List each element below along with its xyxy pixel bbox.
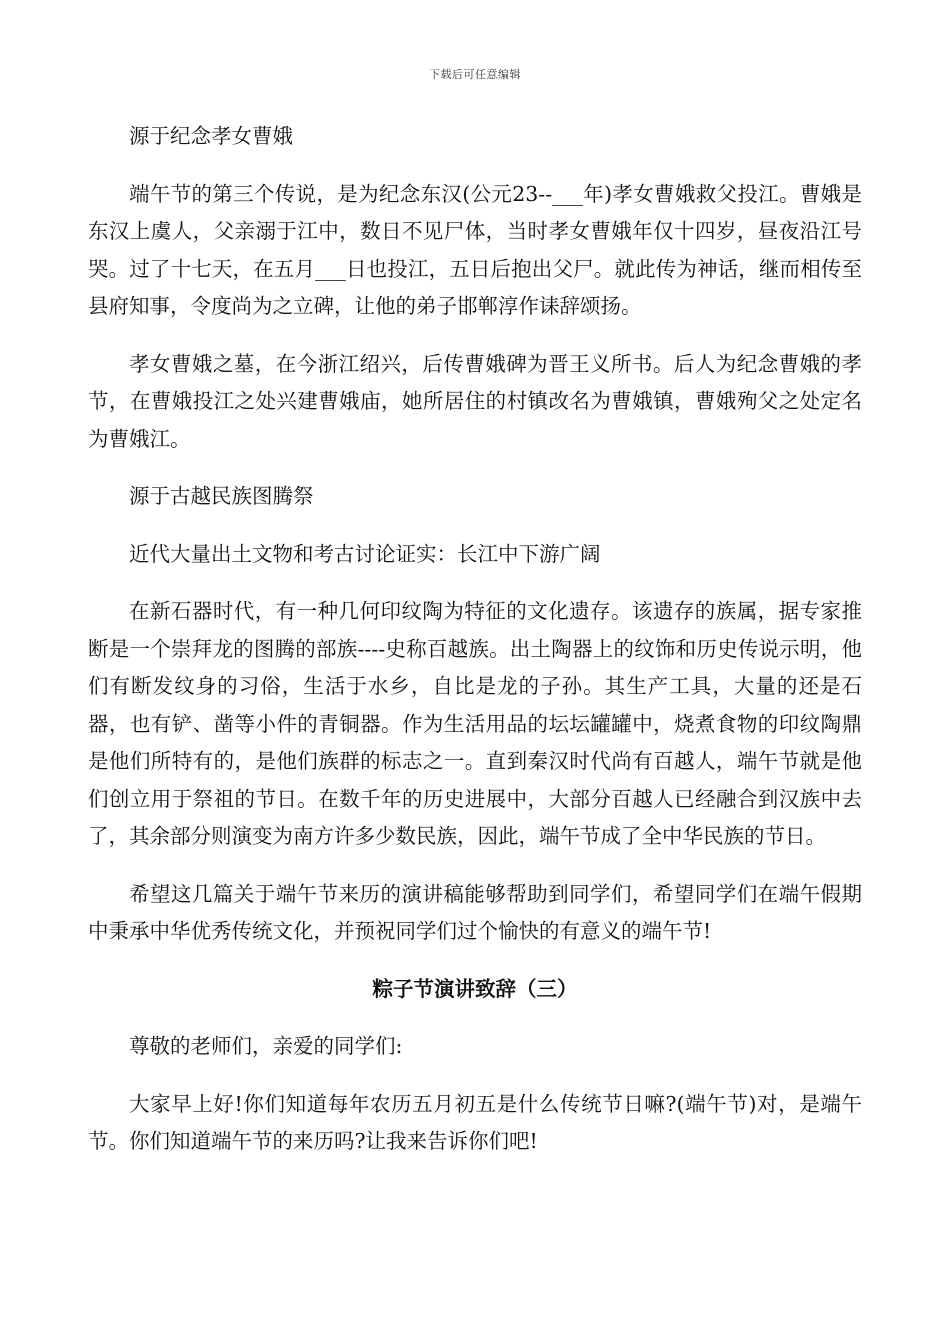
paragraph-opening: 大家早上好!你们知道每年农历五月初五是什么传统节日嘛?(端午节)对，是端午节。你们知道端午节的来历吗?让我来告诉你们吧! (88, 1091, 862, 1153)
document-body (88, 118, 862, 1181)
paragraph-cao-e-legend: 端午节的第三个传说，是为纪念东汉(公元23--___年)孝女曹娥救父投江。曹娥是东汉上虞人，父亲溺于江中，数日不见尸体，当时孝女曹娥年仅十四岁，昼夜沿江号哭。过了十七天，在五月___日也投江，五日后抱出父尸。就此传为神话，继而相传至县府知事，令度尚为之立碑，让他的弟子邯郸淳作诔辞颂扬。 (88, 181, 862, 318)
page-header-note: 下载后可任意编辑 (429, 68, 521, 81)
paragraph-cao-e-tomb: 孝女曹娥之墓，在今浙江绍兴，后传曹娥碑为晋王义所书。后人为纪念曹娥的孝节，在曹娥投江之处兴建曹娥庙，她所居住的村镇改名为曹娥镇，曹娥殉父之处定名为曹娥江。 (88, 351, 862, 451)
paragraph-greeting: 尊敬的老师们，亲爱的同学们: (129, 1034, 403, 1058)
paragraph-baiyue: 在新石器时代，有一种几何印纹陶为特征的文化遗存。该遗存的族属，据专家推断是一个崇拜龙的图腾的部族----史称百越族。出土陶器上的纹饰和历史传说示明，他们有断发纹身的习俗，生活于水乡，自比是龙的子孙。其生产工具，大量的还是石器，也有铲、凿等小件的青铜器。作为生活用品的坛坛罐罐中，烧煮食物的印纹陶鼎是他们所特有的，是他们族群的标志之一。直到秦汉时代尚有百越人，端午节就是他们创立用于祭祖的节日。在数千年的历史进展中，大部分百越人已经融合到汉族中去了，其余部分则演变为南方许多少数民族，因此，端午节成了全中华民族的节日。 (88, 599, 862, 848)
paragraph-closing-wish: 希望这几篇关于端午节来历的演讲稿能够帮助到同学们，希望同学们在端午假期中秉承中华优秀传统文化，并预祝同学们过个愉快的有意义的端午节! (88, 881, 862, 943)
speech-heading: 粽子节演讲致辞（三） (372, 976, 578, 1001)
section-title-yue-totem: 源于古越民族图腾祭 (129, 484, 314, 508)
section-title-cao-e: 源于纪念孝女曹娥 (129, 124, 293, 148)
paragraph-archaeology: 近代大量出土文物和考古讨论证实：长江中下游广阔 (129, 541, 601, 566)
